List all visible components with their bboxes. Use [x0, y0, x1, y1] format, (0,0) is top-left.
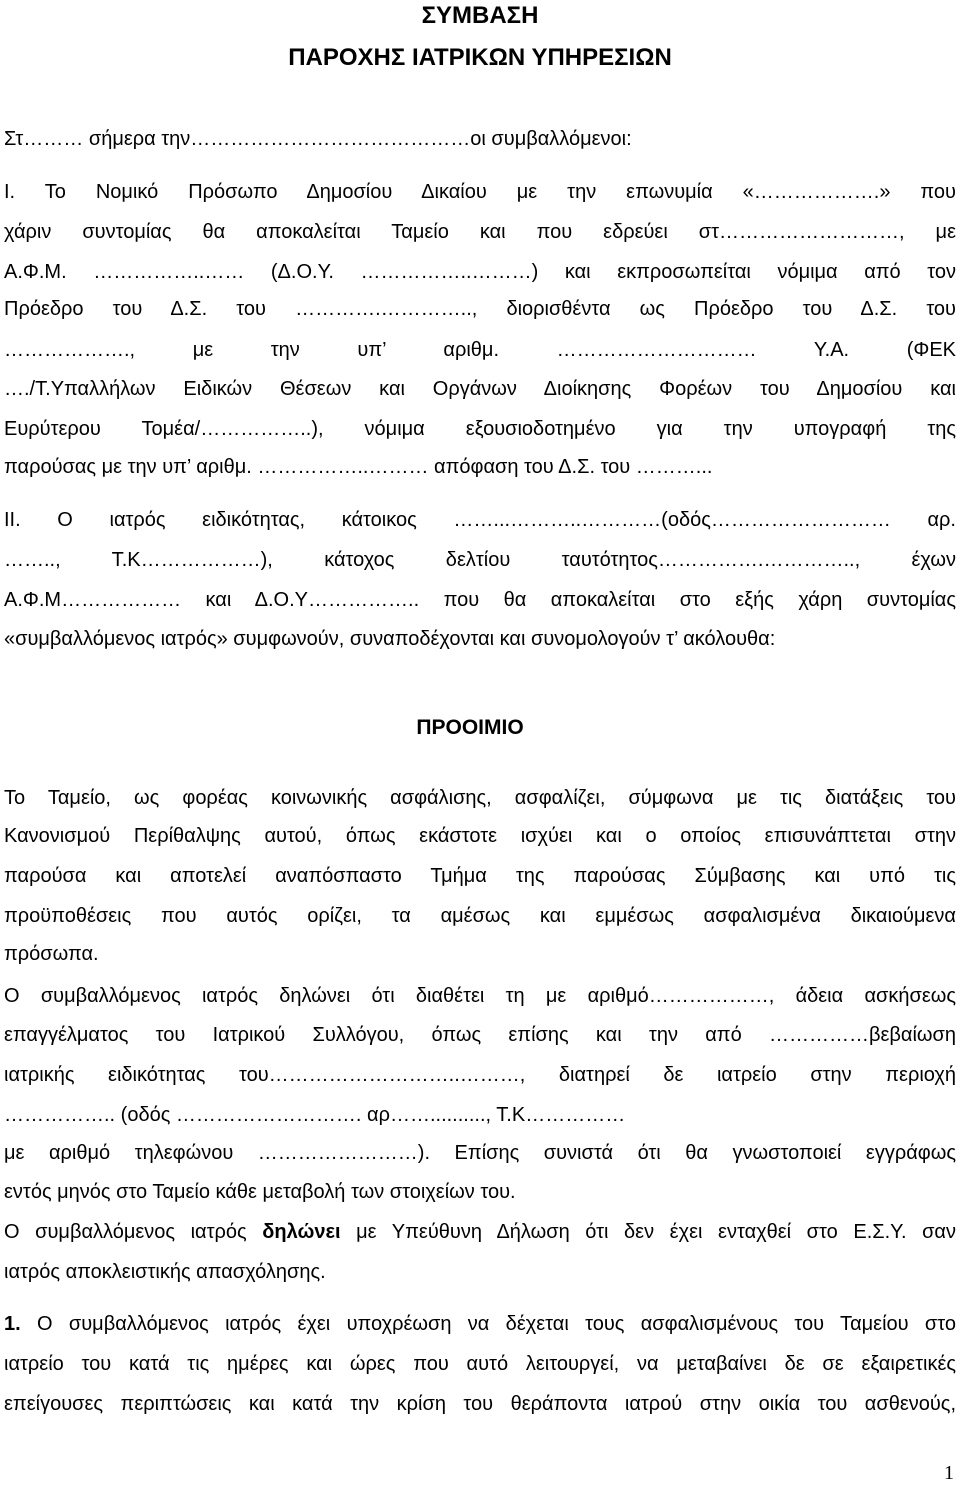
esy-emphasis: δηλώνει	[262, 1221, 341, 1243]
party1-line: ………………., με την υπ’ αριθμ. ………………………… Υ.Α. (ΦΕΚ	[4, 339, 956, 361]
declaration-line: …………….. (οδός ………………………. αρ…….........., Τ.Κ……………	[4, 1104, 626, 1126]
party2-line: …….., Τ.Κ………………), κάτοχος δελτίου ταυτότητος…………….………….., έχων	[4, 549, 956, 571]
preamble-line: πρόσωπα.	[4, 943, 99, 965]
party1-line: χάριν συντομίας θα αποκαλείται Ταμείο και που εδρεύει στ………………………, με	[4, 221, 956, 243]
declaration-line: ιατρικής ειδικότητας του………………………..………, διατηρεί δε ιατρείο στην περιοχή	[4, 1064, 956, 1086]
item-1-number: 1.	[4, 1313, 21, 1335]
party1-line: παρούσας με την υπ’ αριθμ. ……………..……… απόφαση του Δ.Σ. του ………...	[4, 456, 713, 478]
party1-line: Ι. Το Νομικό Πρόσωπο Δημοσίου Δικαίου με την επωνυμία «……………….» που	[4, 181, 956, 203]
esy-text-before: Ο συμβαλλόμενος ιατρός	[4, 1221, 263, 1243]
esy-text-after: με Υπεύθυνη Δήλωση ότι δεν έχει ενταχθεί στο Ε.Σ.Υ. σαν	[340, 1221, 956, 1243]
declaration-line: επαγγέλματος του Ιατρικού Συλλόγου, όπως επίσης και την από ……………βεβαίωση	[4, 1024, 956, 1046]
preamble-heading: ΠΡΟΟΙΜΙΟ	[416, 716, 524, 739]
party2-line: «συμβαλλόμενος ιατρός» συμφωνούν, συναποδέχονται και συνομολογούν τ’ ακόλουθα:	[4, 628, 776, 650]
party2-line: ΙΙ. Ο ιατρός ειδικότητας, κάτοικος ……...………..…………(οδός……………………… αρ.	[4, 509, 956, 531]
esy-declaration-line: ιατρός αποκλειστικής απασχόλησης.	[4, 1261, 326, 1283]
intro-line: Στ……… σήμερα την……………………………………οι συμβαλλόμενοι:	[4, 128, 632, 150]
party1-line: …./Τ.Υπαλλήλων Ειδικών Θέσεων και Οργάνων Διοίκησης Φορέων του Δημοσίου και	[4, 378, 956, 400]
declaration-line: εντός μηνός στο Ταμείο κάθε μεταβολή των στοιχείων του.	[4, 1181, 516, 1203]
declaration-line: Ο συμβαλλόμενος ιατρός δηλώνει ότι διαθέτει τη με αριθμό………………, άδεια ασκήσεως	[4, 985, 956, 1007]
item-1-line: επείγουσες περιπτώσεις και κατά την κρίση του θεράποντα ιατρού στην οικία του ασθενούς,	[4, 1393, 956, 1415]
preamble-line: προϋποθέσεις που αυτός ορίζει, τα αμέσως και εμμέσως ασφαλισμένα δικαιούμενα	[4, 905, 956, 927]
party1-line: Α.Φ.Μ. ……………..…… (Δ.Ο.Υ. ……………..………) και εκπροσωπείται νόμιμα από τον	[4, 261, 956, 283]
preamble-line: Το Ταμείο, ως φορέας κοινωνικής ασφάλισης, ασφαλίζει, σύμφωνα με τις διατάξεις του	[4, 787, 956, 809]
document-title: ΣΥΜΒΑΣΗ	[421, 2, 539, 29]
document-subtitle: ΠΑΡΟΧΗΣ ΙΑΤΡΙΚΩΝ ΥΠΗΡΕΣΙΩΝ	[288, 44, 672, 71]
declaration-line: με αριθμό τηλεφώνου ……………………). Επίσης συνιστά ότι θα γνωστοποιεί εγγράφως	[4, 1142, 956, 1164]
page-number: 1	[944, 1462, 954, 1484]
preamble-line: Κανονισμού Περίθαλψης αυτού, όπως εκάστοτε ισχύει και ο οποίος επισυνάπτεται στην	[4, 825, 956, 847]
preamble-line: παρούσα και αποτελεί αναπόσπαστο Τμήμα της παρούσας Σύμβασης και υπό τις	[4, 865, 956, 887]
party2-line: Α.Φ.Μ……………… και Δ.Ο.Υ…………….. που θα αποκαλείται στο εξής χάρη συντομίας	[4, 589, 956, 611]
item-1-line: ιατρείο του κατά τις ημέρες και ώρες που αυτό λειτουργεί, να μεταβαίνει δε σε εξαιρετικές	[4, 1353, 956, 1375]
item-1-text: Ο συμβαλλόμενος ιατρός έχει υποχρέωση να δέχεται τους ασφαλισμένους του Ταμείου στο	[20, 1313, 956, 1335]
esy-declaration-line	[4, 1220, 956, 1244]
party1-line: Πρόεδρο του Δ.Σ. του ………….………….., διορισθέντα ως Πρόεδρο του Δ.Σ. του	[4, 298, 956, 320]
item-1-line	[4, 1312, 956, 1336]
party1-line: Ευρύτερου Τομέα/……………..), νόμιμα εξουσιοδοτημένο για την υπογραφή της	[4, 418, 956, 440]
